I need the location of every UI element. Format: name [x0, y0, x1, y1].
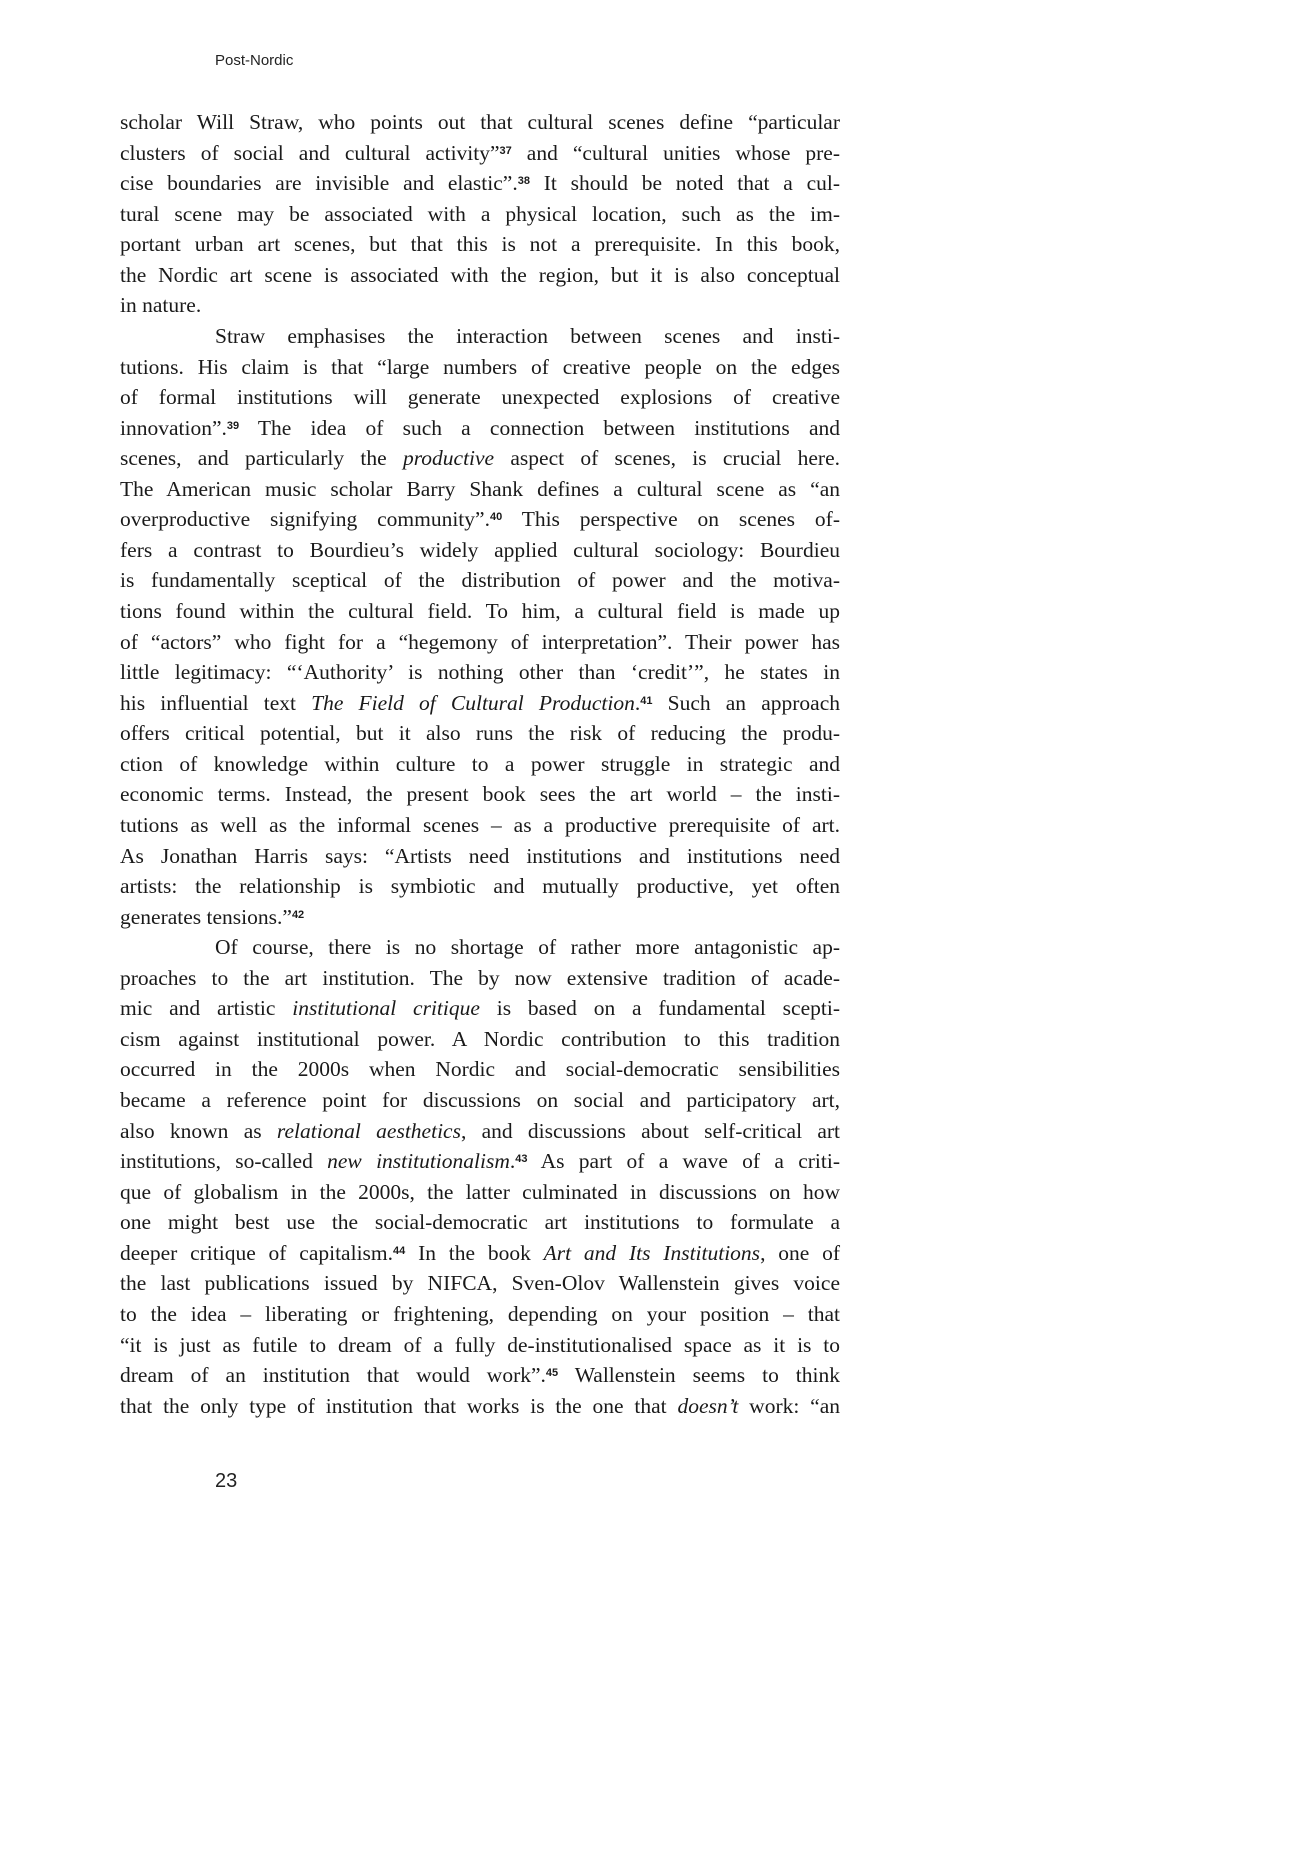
italic-text: institutional critique [292, 996, 480, 1021]
text-line [120, 627, 840, 658]
italic-text: The Field of Cultural Production [311, 690, 635, 715]
text-run: dream of an institution that would work”. [120, 1363, 546, 1388]
text-run: Of course, there is no shortage of rather more antagonistic ap- [215, 935, 840, 960]
text-run: “it is just as futile to dream of a fully de-institutionalised space as it is to [120, 1332, 840, 1357]
text-run: one might best use the social-democratic art institutions to formulate a [120, 1210, 840, 1235]
text-run: occurred in the 2000s when Nordic and social-democratic sensibilities [120, 1057, 840, 1082]
text-run: the last publications issued by NIFCA, Sven-Olov Wallenstein gives voice [120, 1271, 840, 1296]
footnote-ref: 41 [640, 694, 653, 707]
text-run: is fundamentally sceptical of the distribution of power and the motiva- [120, 568, 840, 593]
footnote-ref: 39 [226, 419, 240, 432]
text-run: As part of a wave of a criti- [527, 1149, 841, 1174]
text-line [120, 199, 840, 230]
text-run: scenes, and particularly the [120, 446, 403, 471]
body-text [120, 107, 840, 1421]
text-line [120, 290, 840, 321]
text-run: innovation”. [120, 415, 227, 440]
text-line [120, 1238, 840, 1269]
text-line [120, 138, 840, 169]
text-run: The idea of such a connection between institutions and [239, 415, 840, 440]
text-run: In the book [405, 1240, 544, 1265]
text-run: As Jonathan Harris says: “Artists need institutions and institutions need [120, 843, 840, 868]
italic-text: relational aesthetics [276, 1118, 461, 1143]
italic-text: Art and Its Institutions [543, 1240, 761, 1265]
italic-text: new institutionalism [327, 1149, 510, 1174]
text-line [120, 810, 840, 841]
footnote-ref: 40 [489, 511, 503, 524]
text-line [120, 1391, 840, 1422]
text-line [120, 1146, 840, 1177]
text-run: mic and artistic [120, 996, 293, 1021]
text-run: Wallenstein seems to think [558, 1363, 840, 1388]
text-run: work: “an [738, 1393, 841, 1418]
text-run: clusters of social and cultural activity” [120, 140, 500, 165]
text-run: deeper critique of capitalism. [120, 1240, 394, 1265]
text-run: Straw emphasises the interaction between scenes and insti- [215, 323, 840, 348]
text-run: aspect of scenes, is crucial here. [494, 446, 841, 471]
text-run: cise boundaries are invisible and elastic”. [120, 171, 518, 196]
text-run: fers a contrast to Bourdieu’s widely applied cultural sociology: Bourdieu [120, 537, 840, 562]
text-line [120, 779, 840, 810]
text-line [120, 1207, 840, 1238]
footnote-ref: 37 [499, 144, 512, 157]
text-line [120, 1116, 840, 1147]
text-run: que of globalism in the 2000s, the latter culminated in discussions on how [120, 1179, 840, 1204]
text-line [120, 565, 840, 596]
text-run: in nature. [120, 293, 202, 318]
text-run: and “cultural unities whose pre- [511, 140, 840, 165]
italic-text: doesn’t [677, 1393, 739, 1418]
running-head: Post-Nordic [215, 52, 294, 69]
text-run: proaches to the art institution. The by now extensive tradition of acade- [120, 965, 840, 990]
text-line [120, 1268, 840, 1299]
text-line [120, 321, 840, 352]
text-line [120, 229, 840, 260]
paragraph [120, 321, 840, 932]
text-line [120, 1330, 840, 1361]
text-run: , and discussions about self-critical art [460, 1118, 840, 1143]
text-run: little legitimacy: “‘Authority’ is nothing other than ‘credit’”, he states in [120, 660, 840, 685]
text-line [120, 474, 840, 505]
text-line [120, 749, 840, 780]
text-run: to the idea – liberating or frightening, depending on your position – that [120, 1301, 840, 1326]
footnote-ref: 43 [515, 1153, 528, 1166]
text-run: tural scene may be associated with a physical location, such as the im- [120, 201, 840, 226]
text-line [120, 963, 840, 994]
text-run: also known as [120, 1118, 277, 1143]
footnote-ref: 45 [545, 1367, 559, 1380]
text-line [120, 993, 840, 1024]
text-run: . [634, 690, 641, 715]
text-run: tions found within the cultural field. To him, a cultural field is made up [120, 599, 840, 623]
text-run: artists: the relationship is symbiotic and mutually productive, yet often [120, 874, 840, 899]
text-run: . [509, 1149, 516, 1174]
page-number: 23 [215, 1470, 238, 1492]
text-line [120, 168, 840, 199]
text-run: offers critical potential, but it also runs the risk of reducing the produ- [120, 721, 840, 746]
text-run: ction of knowledge within culture to a power struggle in strategic and [120, 751, 840, 776]
text-line [120, 902, 840, 933]
text-run: scholar Will Straw, who points out that cultural scenes define “particular [120, 110, 840, 134]
text-run: the Nordic art scene is associated with the region, but it is also conceptual [120, 262, 840, 287]
text-run: his influential text [120, 690, 312, 715]
text-run: tutions as well as the informal scenes – as a productive prerequisite of art. [120, 812, 840, 837]
text-run: The American music scholar Barry Shank defines a cultural scene as “an [120, 476, 840, 501]
text-run: became a reference point for discussions on social and participatory art, [120, 1088, 840, 1112]
text-line [120, 382, 840, 413]
italic-text: productive [402, 446, 495, 471]
text-line [120, 352, 840, 383]
text-run: Such an approach [652, 690, 840, 715]
text-line [120, 841, 840, 872]
text-run: overproductive signifying community”. [120, 507, 490, 532]
text-run: that the only type of institution that works is the one that [120, 1393, 678, 1418]
text-line [120, 1360, 840, 1391]
text-run: It should be noted that a cul- [529, 171, 840, 196]
text-run: of formal institutions will generate unexpected explosions of creative [120, 385, 840, 410]
text-run: , one of [760, 1240, 840, 1265]
text-line [120, 596, 840, 627]
text-run: economic terms. Instead, the present book sees the art world – the insti- [120, 782, 840, 807]
text-line [120, 657, 840, 688]
text-run: This perspective on scenes of- [502, 507, 840, 532]
footnote-ref: 38 [517, 175, 530, 188]
text-line [120, 107, 840, 138]
text-line [120, 535, 840, 566]
footnote-ref: 44 [393, 1244, 406, 1257]
paragraph [120, 932, 840, 1421]
text-run: institutions, so-called [120, 1149, 328, 1174]
text-run: is based on a fundamental scepti- [479, 996, 840, 1021]
text-line [120, 871, 840, 902]
paragraph [120, 107, 840, 321]
text-line [120, 1024, 840, 1055]
text-line [120, 443, 840, 474]
text-line [120, 1085, 840, 1116]
text-line [120, 932, 840, 963]
text-run: generates tensions.” [120, 904, 292, 929]
text-run: tutions. His claim is that “large numbers of creative people on the edges [120, 354, 840, 379]
footnote-ref: 42 [291, 908, 305, 921]
text-run: cism against institutional power. A Nordic contribution to this tradition [120, 1026, 840, 1051]
text-line [120, 504, 840, 535]
text-run: of “actors” who fight for a “hegemony of interpretation”. Their power has [120, 629, 840, 654]
text-line [120, 260, 840, 291]
text-run: portant urban art scenes, but that this is not a prerequisite. In this book, [120, 232, 840, 257]
text-line [120, 718, 840, 749]
text-line [120, 1054, 840, 1085]
text-line [120, 1177, 840, 1208]
text-line [120, 1299, 840, 1330]
text-line [120, 413, 840, 444]
text-line [120, 688, 840, 719]
